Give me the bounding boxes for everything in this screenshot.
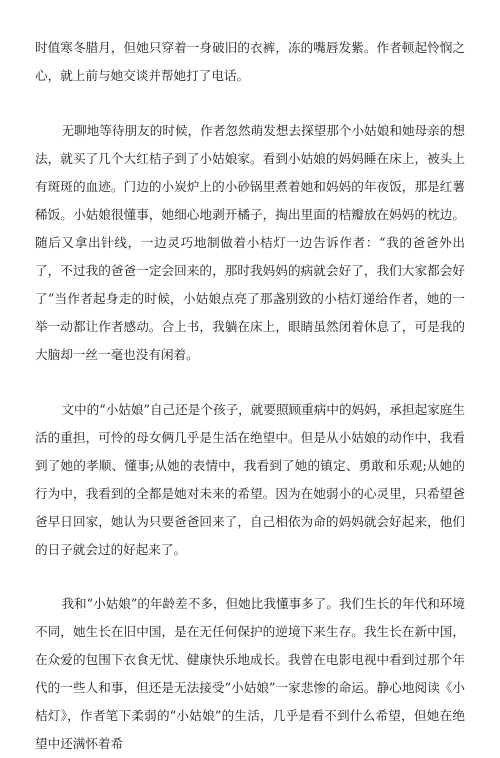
paragraph-4: 我和“小姑娘”的年龄差不多，但她比我懂事多了。我们生长的年代和环境不同，她生长在旧中国，是在无任何保护的逆境下来生存。我生长在新中国，在众爱的包围下衣食无忧、健康快乐地成长。我曾在电影电视中看到过那个年代的一些人和事，但还是无法接受“小姑娘”一家悲惨的命运。静心地阅读《小桔灯》，作者笔下柔弱的“小姑娘”的生活，几乎是看不到什么希望，但她在绝望中还满怀着希 (35, 596, 465, 751)
paragraph-3: 文中的“小姑娘”自己还是个孩子，就要照顾重病中的妈妈，承担起家庭生活的重担，可怜的母女俩几乎是生活在绝望中。但是从小姑娘的动作中，我看到了她的孝顺、懂事;从她的表情中，我看到了她的镇定、勇敢和乐观;从她的行为中，我看到的全都是她对未来的希望。因为在她弱小的心灵里，只希望爸爸早日回家，她认为只要爸爸回来了，自己相依为命的妈妈就会好起来，他们的日子就会过的好起来了。 (35, 402, 465, 557)
paragraph-1: 时值寒冬腊月，但她只穿着一身破旧的衣裤，冻的嘴唇发紫。作者顿起怜悯之心，就上前与她交谈并帮她打了电话。 (35, 40, 465, 83)
paragraph-2: 无聊地等待朋友的时候，作者忽然萌发想去探望那个小姑娘和她母亲的想法，就买了几个大红桔子到了小姑娘家。看到小姑娘的妈妈睡在床上，被头上有斑斑的血迹。门边的小炭炉上的小砂锅里煮着她和妈妈的年夜饭，那是红薯稀饭。小姑娘很懂事，她细心地剥开橘子，掏出里面的桔瓣放在妈妈的枕边。随后又拿出针线，一边灵巧地制做着小桔灯一边告诉作者：“我的爸爸外出了，不过我的爸爸一定会回来的，那时我妈妈的病就会好了，我们大家都会好了”当作者起身走的时候，小姑娘点亮了那盏别致的小桔灯递给作者，她的一举一动都让作者感动。合上书，我躺在床上，眼睛虽然闭着休息了，可是我的大脑却一丝一毫也没有闲着。 (35, 123, 465, 362)
